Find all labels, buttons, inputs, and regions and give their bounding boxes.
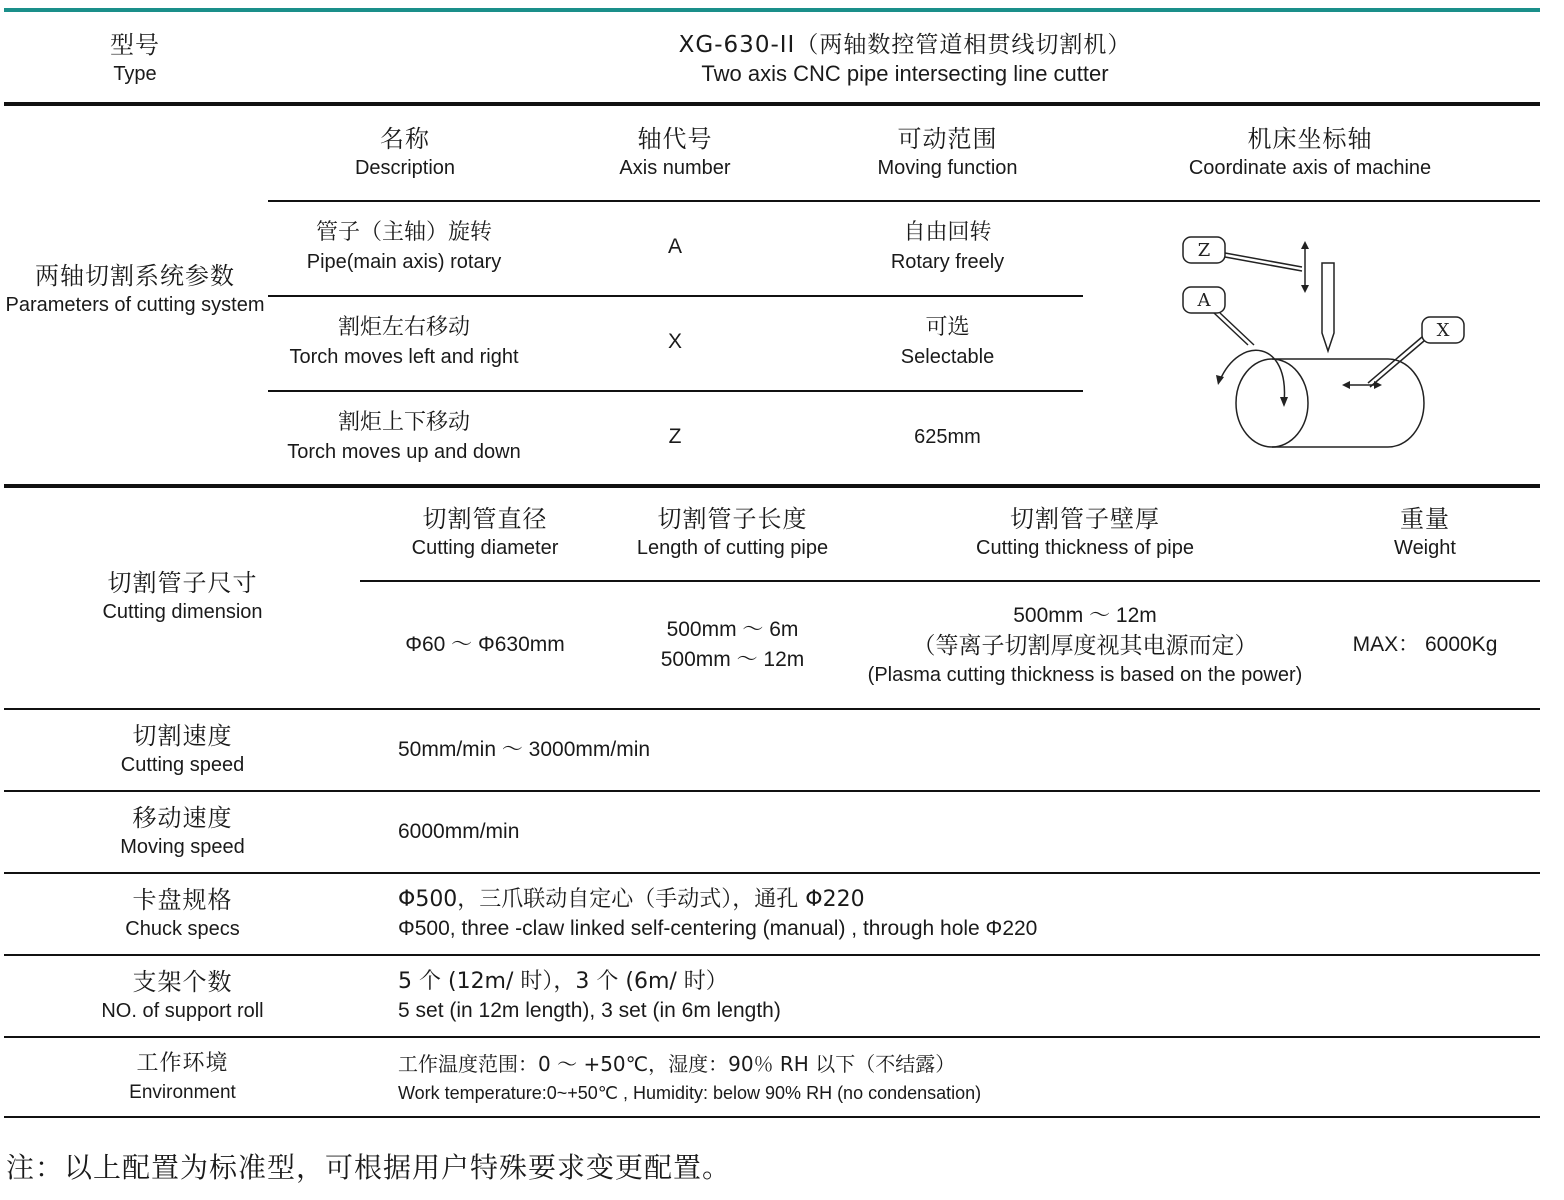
spec-row-rule: [4, 872, 1540, 874]
row-a-axis-value: A: [667, 235, 682, 258]
col-axis-number-en: Axis number: [619, 157, 731, 179]
length-value-1: 500mm ～ 6m: [666, 618, 799, 641]
row-z-desc-en: Torch moves up and down: [287, 441, 521, 463]
rotation-arrow-icon: [1220, 350, 1284, 403]
system-header-rule: [268, 200, 1540, 202]
spec-label-en: Chuck specs: [125, 918, 240, 940]
col-coordinate-axis-en: Coordinate axis of machine: [1188, 157, 1432, 179]
col-moving-function-zh: 可动范围: [897, 125, 998, 153]
row-x-axis-value: X: [667, 330, 682, 353]
machine-axis-diagram: [1170, 225, 1470, 460]
cutting-dimension-label-zh: 切割管子尺寸: [107, 569, 258, 597]
spec-label-moving-speed: [60, 798, 305, 866]
spec-value-line1: 5 个 (12m/ 时），3 个 (6m/ 时）: [398, 969, 728, 994]
row-divider: [268, 295, 1083, 297]
spec-value-support-roll: [398, 962, 1498, 1030]
row-z-range-en: 625mm: [914, 426, 981, 448]
footnote: 注：以上配置为标准型，可根据用户特殊要求变更配置。: [6, 1151, 732, 1184]
dimension-header-rule: [360, 580, 1540, 582]
spec-label-zh: 支架个数: [132, 968, 233, 996]
length-values: [620, 600, 845, 690]
spec-label-chuck: [60, 880, 305, 948]
spec-label-en: Moving speed: [120, 836, 245, 858]
col-weight-zh: 重量: [1400, 505, 1450, 533]
thickness-value-1: 500mm ～ 12m: [1013, 604, 1157, 627]
spec-label-zh: 切割速度: [132, 722, 233, 750]
z-label: Z: [1197, 240, 1211, 261]
cutting-system-label: [4, 250, 266, 330]
header-rule: [4, 102, 1540, 106]
row-x-range-en: Selectable: [900, 346, 995, 368]
spec-value-line1: 6000mm/min: [398, 820, 520, 843]
row-z-axis-value: Z: [668, 425, 682, 448]
type-label-zh: 型号: [110, 31, 160, 59]
spec-label-environment: [60, 1044, 305, 1112]
spec-value-environment: [398, 1044, 1518, 1112]
thickness-value-3: (Plasma cutting thickness is based on the power): [867, 664, 1303, 686]
col-description: [290, 118, 520, 188]
weight-value: [1345, 600, 1505, 690]
system-section-rule: [4, 484, 1540, 488]
spec-label-zh: 卡盘规格: [132, 886, 233, 914]
spec-label-en: Environment: [129, 1082, 236, 1103]
table-row-desc: [280, 309, 528, 375]
row-x-desc-zh: 割炬左右移动: [337, 315, 470, 340]
col-coordinate-axis-zh: 机床坐标轴: [1247, 125, 1373, 153]
spec-value-line1: Φ500，三爪联动自定心（手动式），通孔 Φ220: [398, 887, 865, 912]
spec-label-zh: 移动速度: [132, 804, 233, 832]
col-description-en: Description: [354, 157, 456, 179]
row-a-desc-en: Pipe(main axis) rotary: [306, 251, 502, 273]
row-x-range-zh: 可选: [925, 315, 970, 340]
col-coordinate-axis: [1150, 118, 1470, 188]
row-a-axis: [625, 214, 725, 280]
col-cutting-thickness-en: Cutting thickness of pipe: [976, 537, 1194, 559]
diameter-value-text: Φ60 ～ Φ630mm: [405, 633, 565, 656]
spec-value-line2: Work temperature:0~+50℃ , Humidity: below 90% RH (no condensation): [398, 1083, 982, 1103]
col-cutting-length-en: Length of cutting pipe: [636, 537, 829, 559]
cutting-dimension-label: [60, 562, 305, 632]
row-z-desc-zh: 割炬上下移动: [337, 410, 470, 435]
row-a-range-zh: 自由回转: [903, 220, 992, 245]
spec-value-line1: 工作温度范围：0 ～ +50℃，湿度：90％ RH 以下（不结露）: [398, 1052, 956, 1076]
type-label: [40, 24, 230, 94]
col-description-zh: 名称: [380, 125, 430, 153]
row-a-range: [830, 214, 1065, 280]
col-cutting-length: [620, 498, 845, 568]
col-weight: [1370, 498, 1480, 568]
x-label: X: [1436, 320, 1450, 341]
pipe-end-ellipse: [1236, 359, 1308, 447]
model-title: [560, 24, 1250, 94]
thickness-values: [860, 598, 1310, 692]
spec-value-line2: Φ500, three -claw linked self-centering (manual) , through hole Φ220: [398, 917, 1038, 940]
dimension-section-rule: [4, 708, 1540, 710]
spec-value-line2: 5 set (in 12m length), 3 set (in 6m length): [398, 999, 781, 1022]
length-value-2: 500mm ～ 12m: [660, 648, 805, 671]
row-x-axis: [625, 309, 725, 375]
col-cutting-diameter: [385, 498, 585, 568]
col-moving-function-en: Moving function: [877, 157, 1018, 179]
col-cutting-diameter-en: Cutting diameter: [411, 537, 559, 559]
spec-value-cutting-speed: [398, 716, 1498, 784]
row-x-desc-en: Torch moves left and right: [289, 346, 519, 368]
row-a-desc-zh: 管子（主轴）旋转: [315, 220, 492, 245]
spec-label-en: Cutting speed: [120, 754, 245, 776]
torch-icon: [1322, 263, 1334, 351]
weight-value-text: MAX： 6000Kg: [1352, 633, 1498, 656]
table-row-desc: [280, 214, 528, 280]
row-z-range: [830, 404, 1065, 470]
table-row-desc: [280, 404, 528, 470]
top-accent-bar: [4, 8, 1540, 12]
pipe-body: [1272, 359, 1424, 447]
spec-row-rule: [4, 954, 1540, 956]
col-axis-number-zh: 轴代号: [637, 125, 713, 153]
model-name: XG-630-II（两轴数控管道相贯线切割机）: [678, 32, 1132, 58]
col-cutting-thickness-zh: 切割管子壁厚: [1010, 505, 1160, 533]
row-z-axis: [625, 404, 725, 470]
spec-value-moving-speed: [398, 798, 1498, 866]
spec-label-en: NO. of support roll: [101, 1000, 264, 1022]
model-name-en: Two axis CNC pipe intersecting line cutter: [701, 61, 1109, 86]
cutting-system-label-en: Parameters of cutting system: [5, 294, 265, 316]
spec-label-support-roll: [60, 962, 305, 1030]
spec-label-cutting-speed: [60, 716, 305, 784]
col-moving-function: [820, 118, 1075, 188]
a-label: A: [1197, 290, 1211, 311]
col-weight-en: Weight: [1394, 537, 1456, 559]
spec-row-rule: [4, 790, 1540, 792]
row-x-range: [830, 309, 1065, 375]
spec-label-zh: 工作环境: [136, 1051, 229, 1076]
row-a-range-en: Rotary freely: [890, 251, 1005, 273]
diameter-value: [375, 600, 595, 690]
col-cutting-length-zh: 切割管子长度: [657, 505, 808, 533]
spec-row-rule: [4, 1036, 1540, 1038]
cutting-system-label-zh: 两轴切割系统参数: [35, 262, 235, 290]
spec-value-line1: 50mm/min ～ 3000mm/min: [398, 738, 651, 761]
col-cutting-diameter-zh: 切割管直径: [422, 505, 548, 533]
col-cutting-thickness: [960, 498, 1210, 568]
row-divider: [268, 390, 1083, 392]
col-axis-number: [565, 118, 785, 188]
spec-section-end-rule: [4, 1116, 1540, 1118]
spec-value-chuck: [398, 880, 1498, 948]
cutting-dimension-label-en: Cutting dimension: [102, 601, 263, 623]
type-label-en: Type: [113, 63, 157, 85]
thickness-value-2: （等离子切割厚度视其电源而定）: [912, 633, 1258, 659]
